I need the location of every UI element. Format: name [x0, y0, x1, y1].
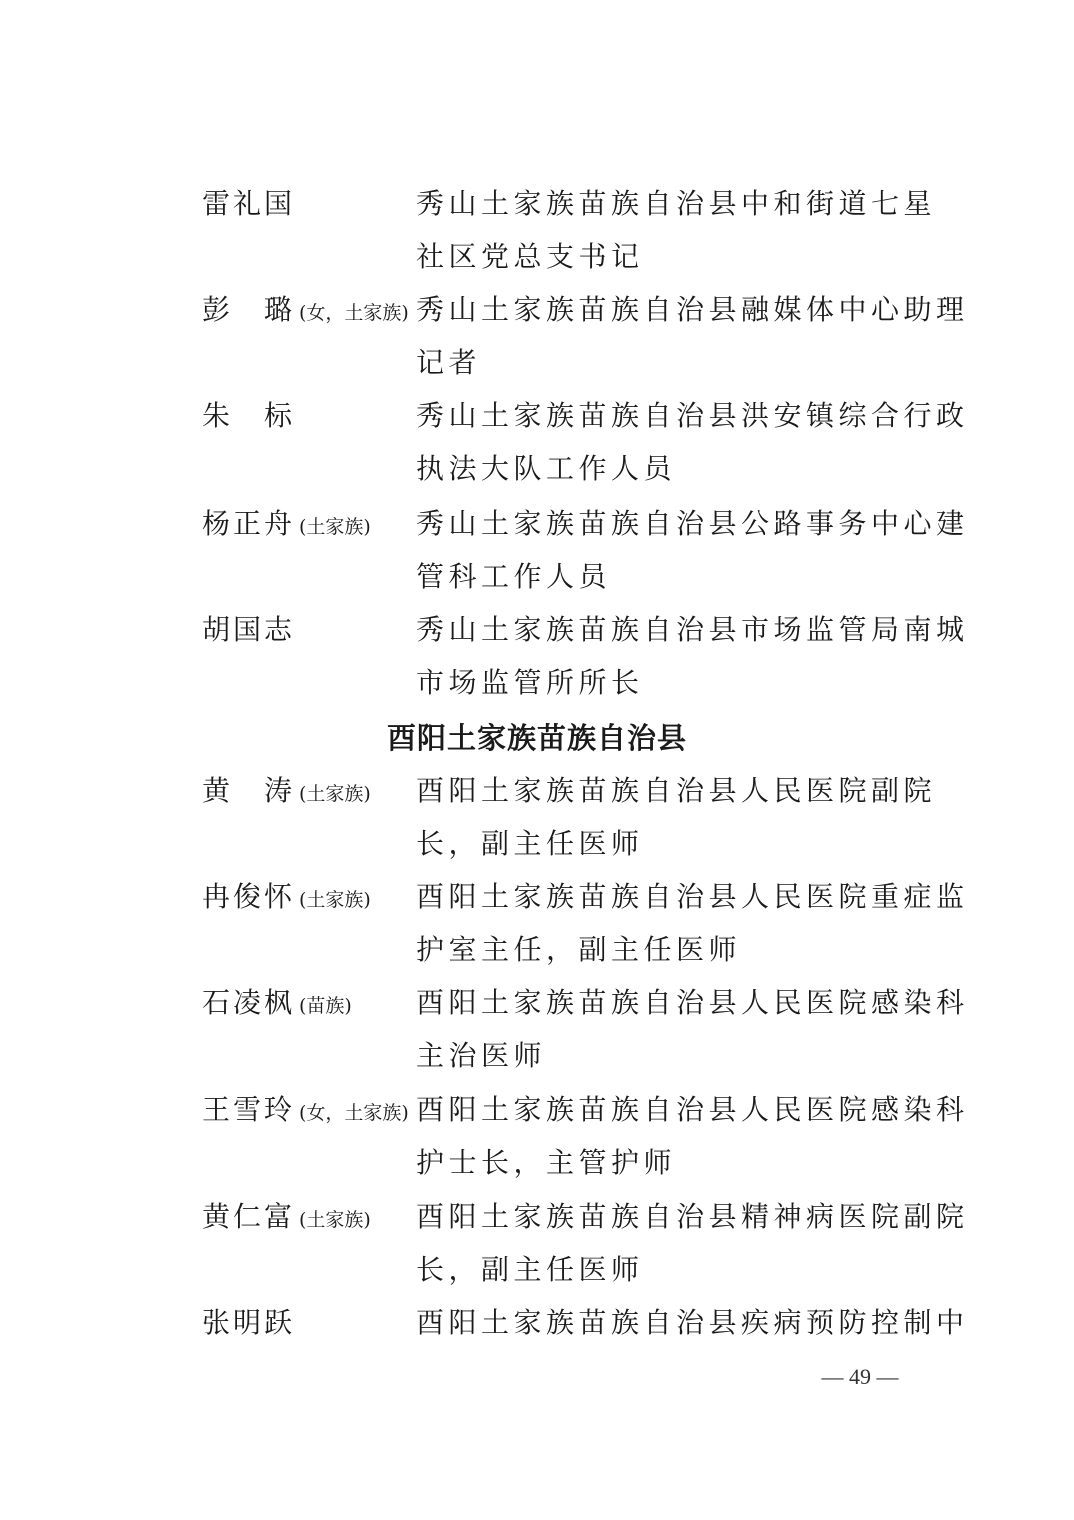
- person-name: 王雪玲 (女，土家族): [202, 1093, 409, 1126]
- ethnicity-tag: (女，土家族): [299, 1102, 409, 1124]
- ethnicity-tag: (土家族): [299, 889, 371, 911]
- person-name: 胡国志: [202, 613, 296, 646]
- ethnicity-tag: (土家族): [299, 1209, 371, 1231]
- person-name: 石凌枫 (苗族): [202, 986, 352, 1019]
- person-name: 雷礼国: [202, 187, 296, 220]
- section-heading: 酉阳土家族苗族自治县: [386, 721, 687, 755]
- position-description: 秀山土家族苗族自治县市场监管局南城 市场监管所所长: [416, 613, 969, 699]
- page-number: — 49 —: [821, 1364, 899, 1389]
- ethnicity-tag: (土家族): [299, 783, 371, 805]
- person-name: 彭 璐 (女，土家族): [202, 293, 409, 326]
- position-description: 秀山土家族苗族自治县融媒体中心助理 记者: [416, 293, 969, 379]
- position-description: 酉阳土家族苗族自治县精神病医院副院 长，副主任医师: [416, 1200, 969, 1286]
- position-description: 酉阳土家族苗族自治县人民医院重症监 护室主任，副主任医师: [416, 880, 969, 966]
- ethnicity-tag: (土家族): [299, 516, 371, 538]
- ethnicity-tag: (苗族): [299, 995, 352, 1017]
- person-name: 杨正舟 (土家族): [202, 507, 371, 540]
- position-description: 秀山土家族苗族自治县洪安镇综合行政 执法大队工作人员: [416, 399, 969, 485]
- person-name: 黄 涛 (土家族): [202, 774, 371, 807]
- position-description: 酉阳土家族苗族自治县人民医院感染科 护士长，主管护师: [416, 1093, 969, 1179]
- position-description: 秀山土家族苗族自治县中和街道七星 社区党总支书记: [416, 187, 937, 273]
- position-description: 酉阳土家族苗族自治县人民医院感染科 主治医师: [416, 986, 969, 1072]
- ethnicity-tag: (女，土家族): [299, 302, 409, 324]
- person-name: 黄仁富 (土家族): [202, 1200, 371, 1233]
- position-description: 酉阳土家族苗族自治县疾病预防控制中: [416, 1306, 969, 1339]
- position-description: 秀山土家族苗族自治县公路事务中心建 管科工作人员: [416, 507, 969, 593]
- person-name: 冉俊怀 (土家族): [202, 880, 371, 913]
- person-name: 张明跃: [202, 1306, 296, 1339]
- position-description: 酉阳土家族苗族自治县人民医院副院 长，副主任医师: [416, 774, 937, 860]
- person-name: 朱 标: [202, 399, 296, 432]
